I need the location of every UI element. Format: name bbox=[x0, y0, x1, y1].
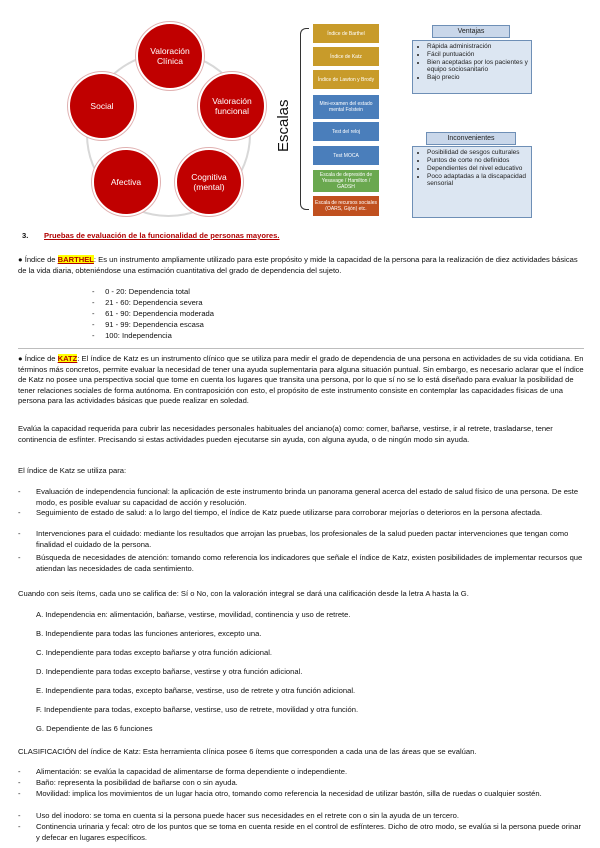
grade-item: B. Independiente para todas las funciones anteriores, excepto una. bbox=[36, 629, 262, 638]
classification-item: Alimentación: se evalúa la capacidad de alimentarse de forma dependiente o independiente. bbox=[36, 767, 348, 776]
dash-marker: - bbox=[18, 811, 21, 820]
grade-item: C. Independiente para todas excepto bañarse y otra función adicional. bbox=[36, 648, 272, 657]
scale-folstein: Mini-examen del estado mental Folstein bbox=[313, 95, 379, 119]
use-item: Evaluación de independencia funcional: la aplicación de este instrumento brinda un panorama general acerca del estado de salud físico de una persona. De este modo, es posible evaluar su capacidad de acción y resolución. bbox=[36, 487, 579, 507]
use-item: Búsqueda de necesidades de atención: tomando como referencia los indicadores que señale el índice de Katz, existen posibilidades de implementar recursos que atiendan las necesidades de cada sentimiento. bbox=[36, 553, 583, 573]
katz-text: : El índice de Katz es un instrumento clínico que se utiliza para medir el grado de dependencia de una persona en actividades de su vida cotidiana. En términos más concretos, permite evaluar la necesidad de tener una ayuda suplementaria para alguna situación puntual. Sin embargo, es necesario aclarar que el índice de Katz no posee una perspectiva social que tome en cuenta los lugares que transita una persona, por lo que sí no se lo está diseñado para evaluar la posibilidad de tener relaciones sociales de forma autónoma. En contraposición con esto, el propósito de este instrumento consiste en contemplar las capacidades físicas de una persona para las actividades básicas que puede realizar en soledad. bbox=[18, 354, 584, 405]
katz-pre: Índice de bbox=[24, 354, 58, 363]
barthel-level: - 21 - 60: Dependencia severa bbox=[92, 298, 203, 307]
inconveniente-item: • Dependientes del nivel educativo bbox=[427, 165, 531, 172]
scale-social: Escala de recursos sociales (OARS, Gijón) etc. bbox=[313, 196, 379, 216]
section-title: Pruebas de evaluación de la funcionalidad de personas mayores. bbox=[44, 231, 280, 240]
scale-moca: Test MOCA bbox=[313, 146, 379, 165]
dash-marker: - bbox=[18, 487, 21, 496]
ventajas-box bbox=[412, 40, 532, 94]
grade-item: D. Independiente para todas excepto bañarse, vestirse y otra función adicional. bbox=[36, 667, 303, 676]
barthel-level: - 61 - 90: Dependencia moderada bbox=[92, 309, 214, 318]
inconvenientes-title: Inconvenientes bbox=[426, 132, 516, 145]
use-item: Intervenciones para el cuidado: mediante los resultados que arrojan las pruebas, los profesionales de la salud pueden pactar intervenciones que tengan como finalidad el cuidado de la persona. bbox=[36, 529, 569, 549]
barthel-level: - 100: Independencia bbox=[92, 331, 172, 340]
ventaja-item: • Fácil puntuación bbox=[427, 51, 531, 58]
node-affective: Afectiva bbox=[92, 148, 160, 216]
scale-lawton: Índice de Lawton y Brody bbox=[313, 70, 379, 89]
use-item: Seguimiento de estado de salud: a lo largo del tiempo, el índice de Katz puede utilizarse para corroborar mejorías o deterioros en la persona afectada. bbox=[36, 508, 543, 517]
dash-marker: - bbox=[18, 508, 21, 517]
scale-barthel: Índice de Barthel bbox=[313, 24, 379, 43]
scale-depression: Escala de depresión de Yesavage / Hamilton / GADSH bbox=[313, 170, 379, 192]
scale-katz: Índice de Katz bbox=[313, 47, 379, 66]
ventaja-item: • Bajo precio bbox=[427, 74, 531, 81]
classification-item: Continencia urinaria y fecal: otro de los puntos que se toma en cuenta reside en el control de esfínteres. Dicho de otro modo, se evalúa si la persona puede orinar y defecar en lugares específicos. bbox=[36, 822, 581, 842]
dash-marker: - bbox=[18, 822, 21, 831]
ventaja-item: • Rápida administración bbox=[427, 43, 531, 50]
node-social: Social bbox=[68, 72, 136, 140]
barthel-level: - 0 - 20: Dependencia total bbox=[92, 287, 190, 296]
scale-clock: Test del reloj bbox=[313, 122, 379, 141]
grade-item: E. Independiente para todas, excepto bañarse, vestirse, uso de retrete y otra función adicional. bbox=[36, 686, 356, 695]
barthel-paragraph: ● Índice de BARTHEL: Es un instrumento ampliamente utilizado para este propósito y mide la capacidad de la persona para la realización de diez actividades básicas de la vida diaria, obteniéndose una estimación cuantitativa del grado de dependencia del sujeto. bbox=[18, 255, 578, 275]
uses-title: El índice de Katz se utiliza para: bbox=[18, 466, 127, 475]
barthel-name: BARTHEL bbox=[57, 255, 94, 264]
dash-marker: - bbox=[18, 529, 21, 538]
section-number: 3. bbox=[22, 231, 29, 240]
barthel-level: - 91 - 99: Dependencia escasa bbox=[92, 320, 204, 329]
inconveniente-item: • Posibilidad de sesgos culturales bbox=[427, 149, 531, 156]
dash-marker: - bbox=[18, 553, 21, 562]
katz-name: KATZ bbox=[57, 354, 78, 363]
classification-intro: CLASIFICACIÓN del índice de Katz: Esta herramienta clínica posee 6 ítems que corresponden a cada una de las áreas que se evalúan. bbox=[18, 747, 477, 756]
barthel-text: : Es un instrumento ampliamente utilizado para este propósito y mide la capacidad de la persona para la realización de diez actividades básicas de la vida diaria, obteniéndose una estimación cuantitativa del grado de dependencia del sujeto. bbox=[18, 255, 578, 275]
node-functional: Valoración funcional bbox=[198, 72, 266, 140]
ventaja-item: • Bien aceptadas por los pacientes y equipo sociosanitario bbox=[427, 59, 531, 73]
grade-item: A. Independencia en: alimentación, bañarse, vestirse, movilidad, continencia y uso de retrete. bbox=[36, 610, 351, 619]
section-divider bbox=[18, 348, 584, 349]
scales-brace bbox=[300, 28, 309, 210]
evaluation-paragraph: Evalúa la capacidad requerida para cubrir las necesidades personales habituales del anciano(a) como: comer, bañarse, vestirse, ir al retrete, trasladarse, tener continencia de esfínter. Precisando si estas actividades pueden ejecutarse sin ayuda, con alguna ayuda, o de ningún modo sin ayuda. bbox=[18, 424, 553, 444]
grade-item: G. Dependiente de las 6 funciones bbox=[36, 724, 153, 733]
node-cognitive: Cognitiva (mental) bbox=[175, 148, 243, 216]
katz-paragraph: ● Índice de KATZ: El índice de Katz es un instrumento clínico que se utiliza para medir el grado de dependencia de una persona en actividades de su vida cotidiana. En términos más concretos, permite evaluar la necesidad de tener una ayuda suplementaria para alguna situación puntual. Sin embargo, es necesario aclarar que el índice de Katz no posee una perspectiva social que tome en cuenta los lugares que transita una persona, por lo que sí no se lo está diseñado para evaluar la posibilidad de tener relaciones sociales de forma autónoma. En contraposición con esto, el propósito de este instrumento consiste en contemplar las capacidades físicas de una persona para las actividades básicas que puede realizar en soledad. bbox=[18, 354, 584, 405]
dash-marker: - bbox=[18, 789, 21, 798]
inconvenientes-box bbox=[412, 146, 532, 218]
ventajas-title: Ventajas bbox=[432, 25, 510, 38]
node-clinical: Valoración Clínica bbox=[136, 22, 204, 90]
barthel-pre: Índice de bbox=[24, 255, 58, 264]
dash-marker: - bbox=[18, 767, 21, 776]
classification-item: Uso del inodoro: se toma en cuenta si la persona puede hacer sus necesidades en el retrete con o sin la ayuda de un tercero. bbox=[36, 811, 459, 820]
scales-label: Escalas bbox=[275, 99, 292, 152]
inconveniente-item: • Puntos de corte no definidos bbox=[427, 157, 531, 164]
dash-marker: - bbox=[18, 778, 21, 787]
grade-item: F. Independiente para todas, excepto bañarse, vestirse, uso de retrete, movilidad y otra función. bbox=[36, 705, 359, 714]
classification-item: Baño: representa la posibilidad de bañarse con o sin ayuda. bbox=[36, 778, 238, 787]
classification-item: Movilidad: implica los movimientos de un lugar hacia otro, tomando como referencia la necesidad de utilizar bastón, silla de ruedas o cualquier sostén. bbox=[36, 789, 542, 798]
inconveniente-item: • Poco adaptadas a la discapacidad sensorial bbox=[427, 173, 531, 187]
scoring-intro: Cuando con seis ítems, cada uno se califica de: Sí o No, con la valoración integral se dará una calificación desde la letra A hasta la G. bbox=[18, 589, 469, 598]
